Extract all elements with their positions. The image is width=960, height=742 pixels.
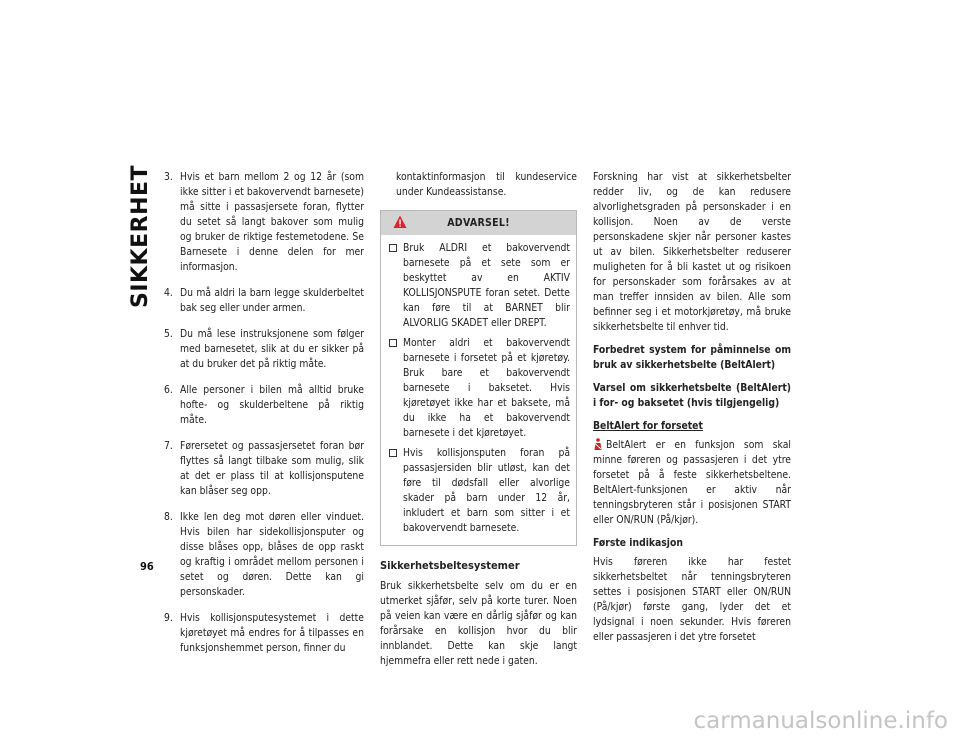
warning-body xyxy=(381,235,576,545)
column-right xyxy=(593,170,791,653)
column-middle xyxy=(380,170,577,677)
subheading: Varsel om sikkerhetsbelte (BeltAlert) i for- og baksetet (hvis tilgjengelig) xyxy=(593,382,791,409)
bullet-square-icon xyxy=(389,339,397,347)
subheading: Første indikasjon xyxy=(593,537,683,549)
instruction-list xyxy=(164,170,364,656)
list-item: 3. Hvis et barn mellom 2 og 12 år (som ikke sitter i et bakovervendt barnesete) må sitte i passasjersete foran, flytter du setet så langt bakover som mulig og bruker de riktige festemetodene. Se Barnesete i denne delen for mer informasjon. xyxy=(164,171,364,273)
paragraph: Hvis føreren ikke har festet sikkerhetsbeltet når tenningsbryteren settes i posisjonen START eller ON/RUN (På/kjør) første gang, lyder det et lydsignal i noen sekunder. Hvis føreren eller passasjeren i det ytre forsetet xyxy=(593,556,791,643)
seatbelt-warning-icon xyxy=(593,438,603,450)
list-continuation: kontaktinformasjon til kundeservice under Kundeassistanse. xyxy=(396,171,577,198)
warning-title: ADVARSEL! xyxy=(447,216,510,229)
warning-item: Monter aldri et bakovervendt barnesete i forsetet på et kjøretøy. Bruk bare et bakovervendt barnesete i baksetet. Hvis kjøretøyet ikke har et baksete, må du ikke ha et bakovervendt barnesete i det kjøretøyet. xyxy=(389,336,570,441)
footer-watermark: carmanualsonline.info xyxy=(693,708,948,734)
subheading: Forbedret system for påminnelse om bruk av sikkerhetsbelte (BeltAlert) xyxy=(593,344,791,371)
bullet-square-icon xyxy=(389,449,397,457)
paragraph: Bruk sikkerhetsbelte selv om du er en utmerket sjåfør, selv på korte turer. Noen på veien kan være en dårlig sjåfør og kan forårsake en kollisjon hvor du blir innblandet. Dette kan skje langt hjemmefra eller rett nede i gaten. xyxy=(380,580,577,667)
paragraph: Forskning har vist at sikkerhetsbelter redder liv, og de kan redusere alvorlighetsgraden på personskader i en kollisjon. Noen av de verste personskadene skjer når personer kastes ut av bilen. Sikkerhetsbelter reduserer muligheten for å bli kastet ut og risikoen for personskader som forårsakes av at man treffer innsiden av bilen. Alle som befinner seg i et motorkjøretøy, må bruke sikkerhetsbelte til enhver tid. xyxy=(593,171,791,333)
list-item: 7. Førersetet og passasjersetet foran bør flyttes så langt tilbake som mulig, slik at det er plass til at kollisjonsputene kan blåser seg opp. xyxy=(164,440,364,497)
warning-box xyxy=(380,210,577,546)
section-tab xyxy=(126,164,156,308)
page-number: 96 xyxy=(140,560,154,573)
paragraph: BeltAlert er en funksjon som skal minne føreren og passasjeren i det ytre forsetet på å feste sikkerhetsbeltene. BeltAlert-funksjonen er aktiv når tenningsbryteren står i posisjonen START eller ON/RUN (På/kjør). xyxy=(593,439,791,526)
list-item: 6. Alle personer i bilen må alltid bruke hofte- og skulderbeltene på riktig måte. xyxy=(164,384,364,426)
list-item: 4. Du må aldri la barn legge skulderbeltet bak seg eller under armen. xyxy=(164,287,364,314)
bullet-square-icon xyxy=(389,244,397,252)
warning-item: Hvis kollisjonsputen foran på passasjersiden blir utløst, kan det føre til dødsfall eller alvorlige skader på barn under 12 år, inkludert et barn som sitter i et bakovervendt barnesete. xyxy=(389,446,570,536)
list-item: 9. Hvis kollisjonsputesystemet i dette kjøretøyet må endres for å tilpasses en funksjonshemmet person, finner du xyxy=(164,612,364,654)
warning-triangle-icon xyxy=(393,215,407,229)
column-left xyxy=(164,170,364,667)
warning-item: Bruk ALDRI et bakovervendt barnesete på et sete som er beskyttet av en AKTIV KOLLISJONSPUTE foran setet. Dette kan føre til at BARNET blir ALVORLIG SKADET eller DREPT. xyxy=(389,241,570,331)
subheading-underlined: BeltAlert for forsetet xyxy=(593,420,703,432)
section-title: SIKKERHET xyxy=(128,164,154,308)
section-heading: Sikkerhetsbeltesystemer xyxy=(380,559,520,572)
warning-header xyxy=(381,211,576,235)
list-item: 5. Du må lese instruksjonene som følger med barnesetet, slik at du er sikker på at du bruker det på riktig måte. xyxy=(164,328,364,370)
list-item: 8. Ikke len deg mot døren eller vinduet. Hvis bilen har sidekollisjonsputer og disse blåses opp, blåses de opp raskt og kraftig i området mellom personen i setet og døren. Dette kan gi personskader. xyxy=(164,511,364,598)
